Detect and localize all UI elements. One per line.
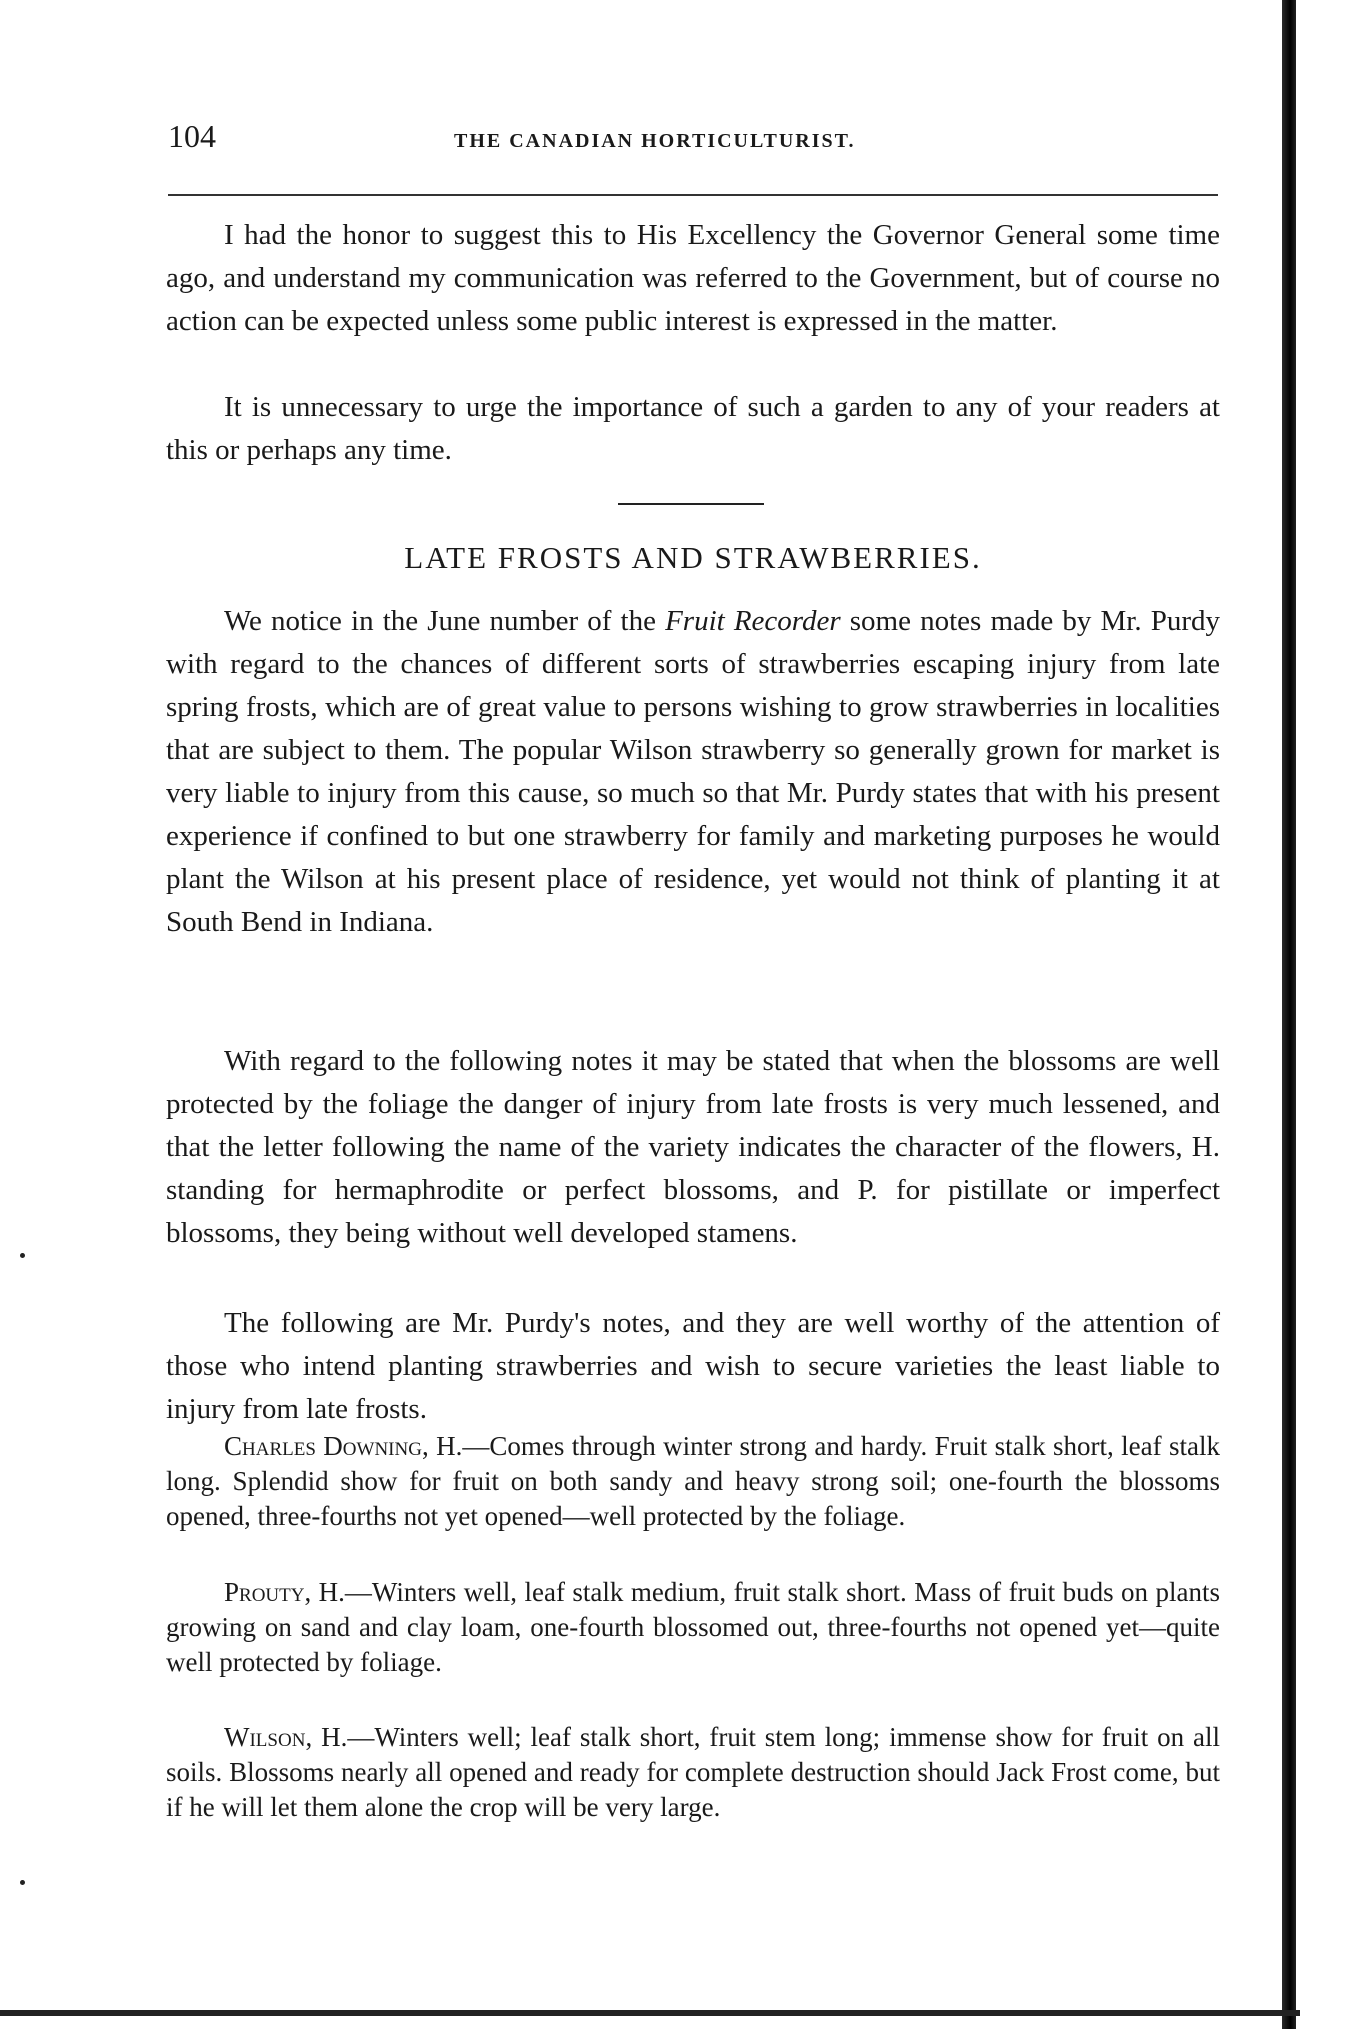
article-paragraph-1: [166, 600, 1220, 944]
variety-name: Charles Downing: [224, 1431, 422, 1461]
variety-description: , H.—Winters well; leaf stalk short, fruit stem long; immense show for fruit on all soils. Blossoms nearly all opened and ready for complete destruction should Jack Frost come, but if he will let them alone the crop will be very large.: [166, 1722, 1220, 1822]
article-text-1: [166, 600, 1220, 944]
page-header: [168, 118, 1218, 168]
running-title: THE CANADIAN HORTICULTURIST.: [454, 130, 856, 152]
scan-speck: [20, 1880, 25, 1885]
intro-text-1: I had the honor to suggest this to His Excellency the Governor General some time ago, and understand my communication was referred to the Government, but of course no action can be expected unless some public interest is expressed in the matter.: [166, 219, 1220, 337]
intro-paragraph-1: [166, 214, 1220, 343]
note-wilson: [166, 1720, 1220, 1825]
page-bottom-edge: [0, 2010, 1300, 2016]
page-number: 104: [168, 118, 216, 154]
note-text: [166, 1429, 1220, 1534]
variety-name: Wilson: [224, 1722, 306, 1752]
note-charles-downing: [166, 1429, 1220, 1534]
article-paragraph-2: [166, 1040, 1220, 1255]
variety-description: , H.—Comes through winter strong and hardy. Fruit stalk short, leaf stalk long. Splendid show for fruit on both sandy and heavy strong soil; one-fourth the blossoms opened, three-fourths not yet opened—well protected by the foliage.: [166, 1431, 1220, 1531]
article-text-3: The following are Mr. Purdy's notes, and they are well worthy of the attention of those who intend planting strawberries and wish to secure varieties the least liable to injury from late frosts.: [166, 1307, 1220, 1425]
variety-description: , H.—Winters well, leaf stalk medium, fruit stalk short. Mass of fruit buds on plants growing on sand and clay loam, one-fourth blossomed out, three-fourths not opened yet—quite well protected by foliage.: [166, 1577, 1220, 1677]
article-text-1-start: We notice in the June number of the: [224, 605, 666, 637]
section-divider: [618, 503, 764, 505]
article-paragraph-3: [166, 1302, 1220, 1431]
article-title: LATE FROSTS AND STRAWBERRIES.: [404, 540, 982, 575]
note-text: [166, 1720, 1220, 1825]
note-prouty: [166, 1575, 1220, 1680]
article-text-1-rest: some notes made by Mr. Purdy with regard to the chances of different sorts of strawberries escaping injury from late spring frosts, which are of great value to persons wishing to grow strawberries in localities that are subject to them. The popular Wilson strawberry so generally grown for market is very liable to injury from this cause, so much so that Mr. Purdy states that with his present experience if confined to but one strawberry for family and marketing purposes he would plant the Wilson at his present place of residence, yet would not think of planting it at South Bend in Indiana.: [166, 605, 1220, 938]
page-binding-edge: [1282, 0, 1296, 2029]
variety-name: Prouty: [224, 1577, 305, 1607]
publication-title: Fruit Recorder: [665, 605, 841, 637]
scan-speck: [20, 1253, 25, 1258]
article-text-2: With regard to the following notes it may be stated that when the blossoms are well protected by the foliage the danger of injury from late frosts is very much lessened, and that the letter following the name of the variety indicates the character of the flowers, H. standing for hermaphrodite or perfect blossoms, and P. for pistillate or imperfect blossoms, they being without well developed stamens.: [166, 1045, 1220, 1249]
header-rule: [168, 194, 1218, 196]
note-text: [166, 1575, 1220, 1680]
intro-text-2: It is unnecessary to urge the importance of such a garden to any of your readers at this or perhaps any time.: [166, 391, 1220, 466]
intro-paragraph-2: [166, 386, 1220, 472]
